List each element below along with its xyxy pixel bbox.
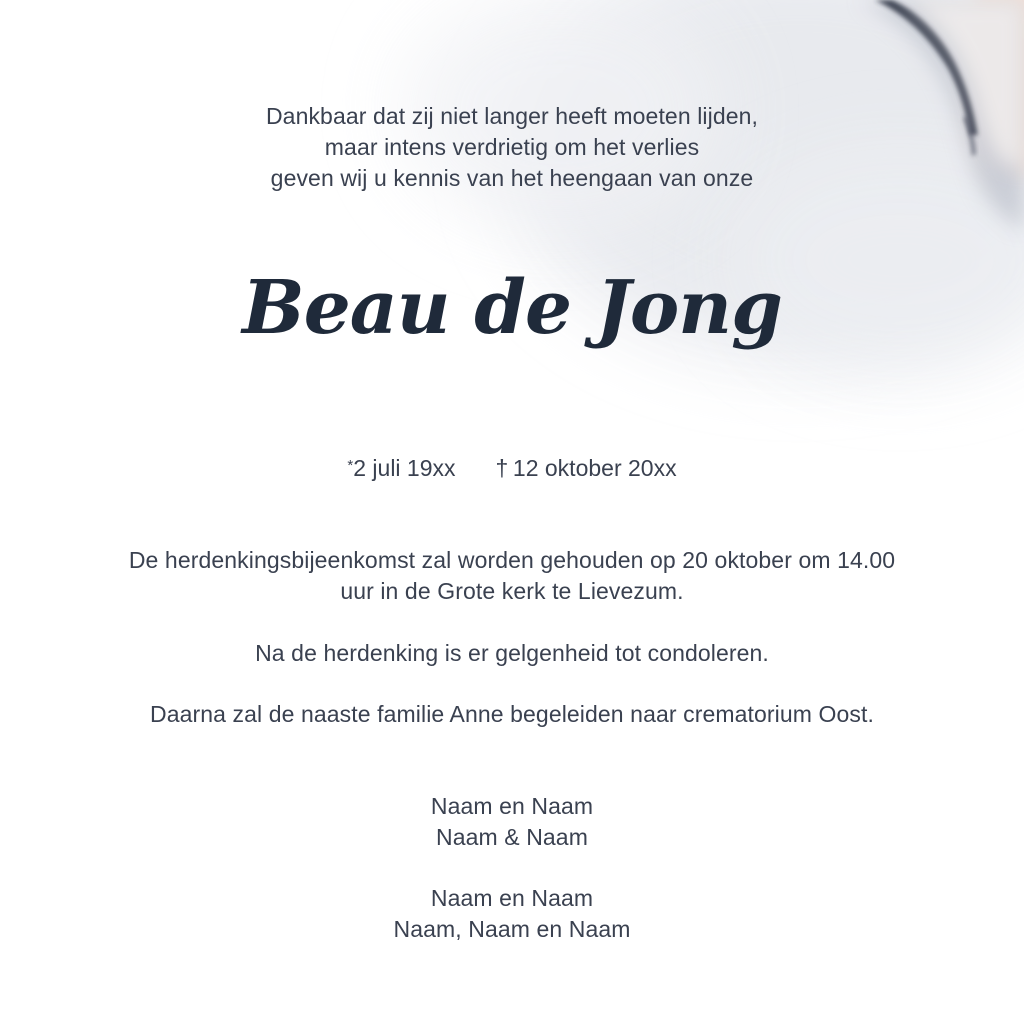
condolence-text	[0, 638, 1024, 669]
death-date: 12 oktober 20xx	[512, 455, 677, 481]
ceremony-line-2: uur in de Grote kerk te Lievezum.	[340, 578, 684, 604]
family-group-2	[0, 883, 1024, 945]
intro-text	[0, 101, 1024, 194]
birth-date: 2 juli 19xx	[353, 455, 456, 481]
family-group-1-line-2: Naam & Naam	[436, 824, 588, 850]
family-group-2-line-2: Naam, Naam en Naam	[393, 916, 631, 942]
life-dates	[0, 453, 1024, 484]
cremation-text	[0, 699, 1024, 730]
intro-line-1: Dankbaar dat zij niet langer heeft moeten lijden,	[265, 103, 759, 129]
family-group-1-line-1: Naam en Naam	[430, 793, 594, 819]
condolence-line: Na de herdenking is er gelgenheid tot condoleren.	[255, 640, 769, 666]
ceremony-line-1: De herdenkingsbijeenkomst zal worden gehouden op 20 oktober om 14.00	[128, 547, 896, 573]
family-group-1	[0, 791, 1024, 853]
death-symbol: †	[495, 455, 509, 481]
family-group-2-line-1: Naam en Naam	[430, 885, 594, 911]
cremation-line: Daarna zal de naaste familie Anne begeleiden naar crematorium Oost.	[150, 701, 874, 727]
birth-symbol: *	[347, 457, 354, 474]
ceremony-announcement	[0, 545, 1024, 607]
intro-line-3: geven wij u kennis van het heengaan van onze	[270, 165, 754, 191]
deceased-name: Beau de Jong	[242, 265, 782, 351]
intro-line-2: maar intens verdrietig om het verlies	[324, 134, 700, 160]
